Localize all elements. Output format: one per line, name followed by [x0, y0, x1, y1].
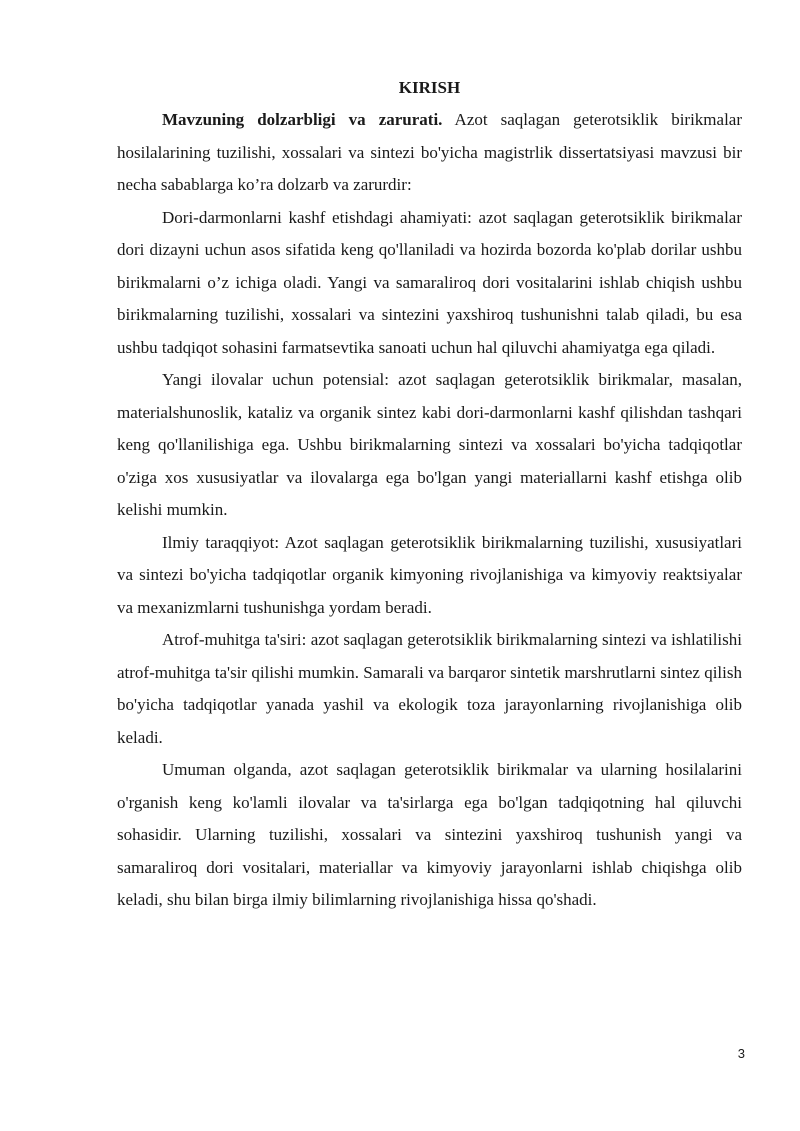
intro-paragraph — [117, 104, 742, 202]
body-paragraph: Ilmiy taraqqiyot: Azot saqlagan geterotsiklik birikmalarning tuzilishi, xususiyatlari va sintezi bo'yicha tadqiqotlar organik kimyoning rivojlanishiga va kimyoviy reaktsiyalar va mexanizmlarni tushunishga yordam beradi. — [117, 532, 742, 617]
intro-lead: Mavzuning dolzarbligi va zarurati. — [162, 110, 443, 129]
document-body — [117, 72, 742, 917]
intro-text: Azot saqlagan geterotsiklik birikmalar hosilalarining tuzilishi, xossalari va sintezi bo'yicha magistrlik dissertatsiyasi mavzusi bir necha sabablarga ko’ra dolzarb va zarurdir: — [117, 110, 742, 194]
page-number: 3 — [737, 1046, 745, 1061]
body-paragraph: Dori-darmonlarni kashf etishdagi ahamiyati: azot saqlagan geterotsiklik birikmalar dori dizayni uchun asos sifatida keng qo'llaniladi va hozirda bozorda ko'plab dorilar ushbu birikmalarni o’z ichiga oladi. Yangi va samaraliroq dori vositalarini ishlab chiqish ushbu birikmalarning tuzilishi, xossalari va sintezini yaxshiroq tushunishni talab qiladi, bu esa ushbu tadqiqot sohasini farmatsevtika sanoati uchun hal qiluvchi ahamiyatga ega qiladi. — [117, 207, 742, 357]
page-title: KIRISH — [398, 78, 461, 97]
body-paragraph: Atrof-muhitga ta'siri: azot saqlagan geterotsiklik birikmalarning sintezi va ishlatilishi atrof-muhitga ta'sir qilishi mumkin. Samarali va barqaror sintetik marshrutlarni sintez qilish bo'yicha tadqiqotlar yanada yashil va ekologik toza jarayonlarning rivojlanishiga olib keladi. — [117, 630, 742, 747]
body-paragraph: Yangi ilovalar uchun potensial: azot saqlagan geterotsiklik birikmalar, masalan, materialshunoslik, kataliz va organik sintez kabi dori-darmonlarni kashf qilishdan tashqari keng qo'llanilishiga ega. Ushbu birikmalarning sintezi va xossalari bo'yicha tadqiqotlar o'ziga xos xususiyatlar va ilovalarga ega bo'lgan yangi materiallarni kashf etishga olib kelishi mumkin. — [117, 370, 742, 519]
body-paragraph: Umuman olganda, azot saqlagan geterotsiklik birikmalar va ularning hosilalarini o'rganish keng ko'lamli ilovalar va ta'sirlarga ega bo'lgan tadqiqotning hal qiluvchi sohasidir. Ularning tuzilishi, xossalari va sintezini yaxshiroq tushunish yangi va samaraliroq dori vositalari, materiallar va kimyoviy jarayonlarni ishlab chiqishga olib keladi, shu bilan birga ilmiy bilimlarning rivojlanishiga hissa qo'shadi. — [117, 760, 742, 909]
